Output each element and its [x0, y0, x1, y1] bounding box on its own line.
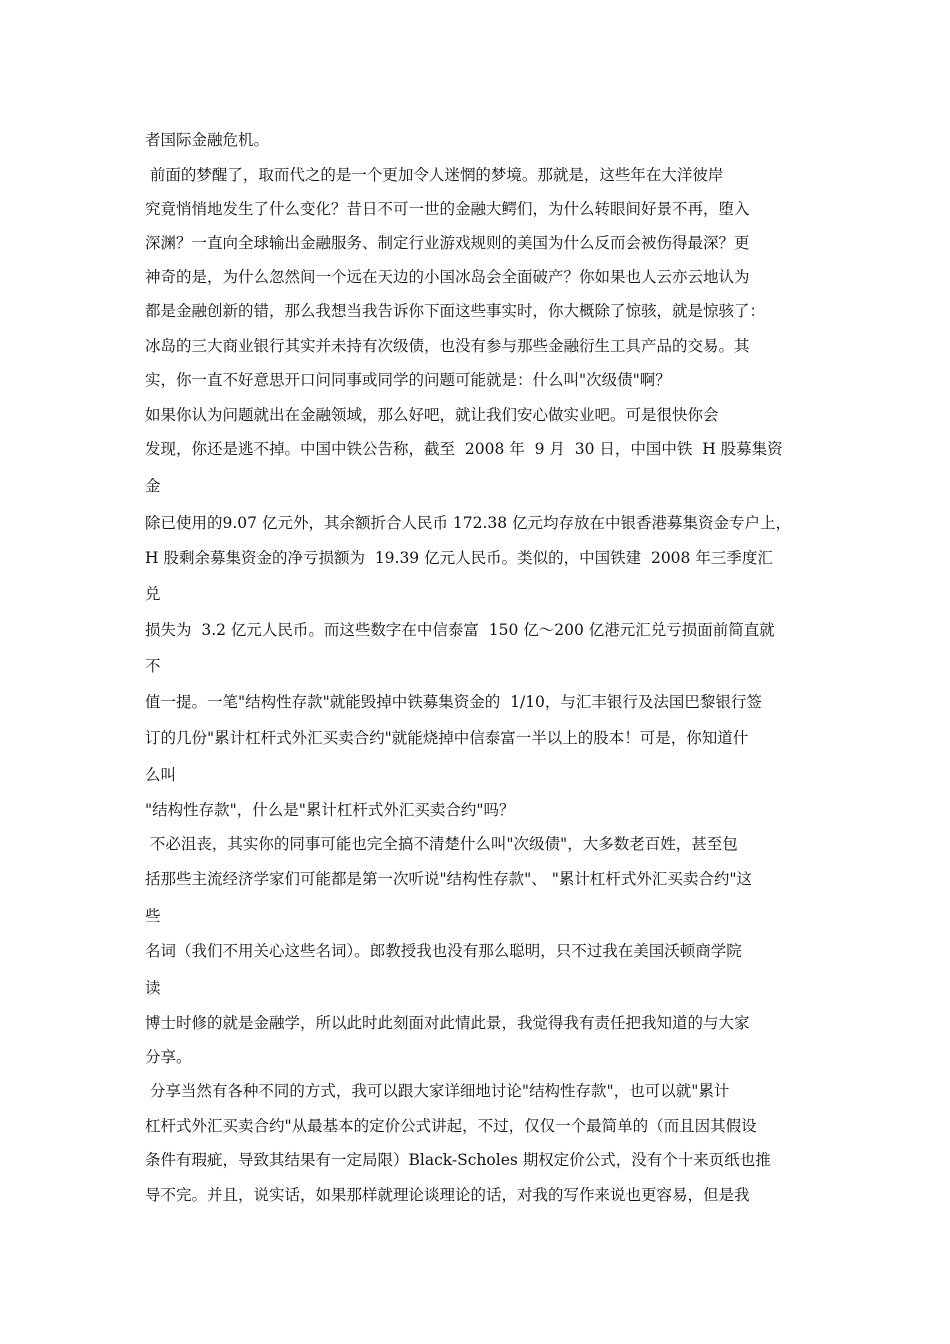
text-line: 金	[145, 477, 161, 495]
text-line: 如果你认为问题就出在金融领域，那么好吧，就让我们安心做实业吧。可是很快你会	[145, 406, 719, 424]
text-line: 些	[145, 907, 161, 925]
text-line: 导不完。并且，说实话，如果那样就理论谈理论的话，对我的写作来说也更容易，但是我	[145, 1186, 750, 1204]
text-line: 冰岛的三大商业银行其实并未持有次级债，也没有参与那些金融衍生工具产品的交易。其	[145, 337, 750, 355]
text-line: 不必沮丧，其实你的同事可能也完全搞不清楚什么叫"次级债"，大多数老百姓，甚至包	[145, 835, 738, 853]
text-line: "结构性存款"，什么是"累计杠杆式外汇买卖合约"吗？	[145, 801, 515, 819]
text-line: 究竟悄悄地发生了什么变化？昔日不可一世的金融大鳄们，为什么转眼间好景不再，堕入	[145, 200, 750, 218]
text-line: 实，你一直不好意思开口问同事或同学的问题可能就是：什么叫"次级债"啊？	[145, 371, 671, 389]
text-line: H 股剩余募集资金的净亏损额为 19.39 亿元人民币。类似的，中国铁建 2008 年三季度汇	[145, 549, 773, 567]
text-line: 杠杆式外汇买卖合约"从最基本的定价公式讲起，不过，仅仅一个最简单的（而且因其假设	[145, 1117, 757, 1135]
text-line: 兑	[145, 585, 161, 603]
text-line: 神奇的是，为什么忽然间一个远在天边的小国冰岛会全面破产？你如果也人云亦云地认为	[145, 268, 750, 286]
text-line: 值一提。一笔"结构性存款"就能毁掉中铁募集资金的 1/10，与汇丰银行及法国巴黎银行签	[145, 693, 762, 711]
text-line: 括那些主流经济学家们可能都是第一次听说"结构性存款"、 "累计杠杆式外汇买卖合约"这	[145, 870, 752, 888]
text-line: 损失为 3.2 亿元人民币。而这些数字在中信泰富 150 亿～200 亿港元汇兑亏损面前简直就	[145, 621, 775, 639]
text-line: 除已使用的9.07 亿元外，其余额折合人民币 172.38 亿元均存放在中银香港募集资金专户上，	[145, 514, 792, 532]
text-line: 发现，你还是逃不掉。中国中铁公告称，截至 2008 年 9 月 30 日，中国中铁 H 股募集资	[145, 440, 783, 458]
text-line: 前面的梦醒了，取而代之的是一个更加令人迷惘的梦境。那就是，这些年在大洋彼岸	[145, 166, 724, 184]
text-line: 不	[145, 657, 161, 675]
text-line: 读	[145, 979, 161, 997]
text-line: 条件有瑕疵，导致其结果有一定局限）Black-Scholes 期权定价公式，没有个十来页纸也推	[145, 1151, 771, 1169]
text-line: 分享当然有各种不同的方式，我可以跟大家详细地讨论"结构性存款"，也可以就"累计	[145, 1082, 730, 1100]
text-line: 者国际金融危机。	[145, 131, 270, 149]
text-line: 都是金融创新的错，那么我想当我告诉你下面这些事实时，你大概除了惊骇，就是惊骇了：	[145, 302, 766, 320]
text-line: 名词（我们不用关心这些名词）。郎教授我也没有那么聪明，只不过我在美国沃顿商学院	[145, 942, 742, 960]
text-line: 深渊？一直向全球输出金融服务、制定行业游戏规则的美国为什么反而会被伤得最深？更	[145, 234, 750, 252]
text-line: 博士时修的就是金融学，所以此时此刻面对此情此景，我觉得我有责任把我知道的与大家	[145, 1014, 750, 1032]
text-line: 分享。	[145, 1048, 192, 1066]
text-line: 订的几份"累计杠杆式外汇买卖合约"就能烧掉中信泰富一半以上的股本！可是，你知道什	[145, 729, 749, 747]
text-line: 么叫	[145, 766, 177, 784]
